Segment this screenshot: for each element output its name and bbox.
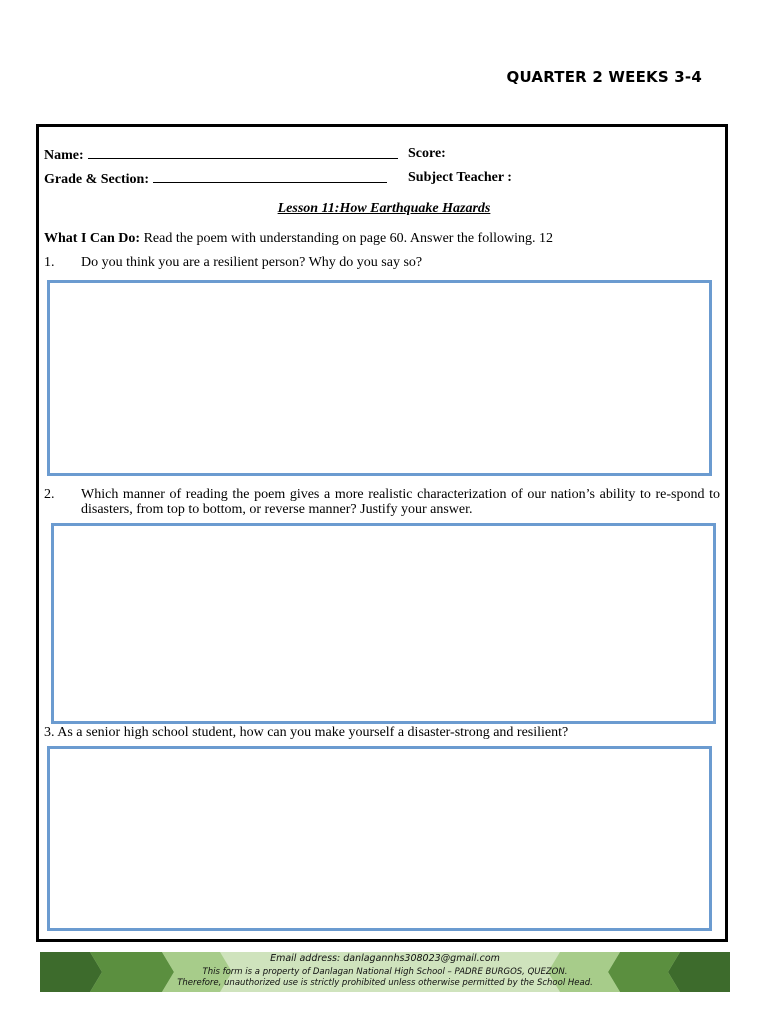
score-label: Score:	[408, 146, 446, 161]
subject-teacher-label: Subject Teacher :	[408, 170, 512, 185]
lesson-title: Lesson 11:How Earthquake Hazards	[277, 201, 491, 216]
question-3-number: 3.	[44, 725, 55, 740]
footer-usage-note: Therefore, unauthorized use is strictly prohibited unless otherwise permitted by the School Head.	[177, 978, 593, 988]
instructions-lead: What I Can Do:	[44, 231, 141, 246]
name-input-line[interactable]	[88, 146, 398, 159]
worksheet-frame	[36, 124, 728, 942]
grade-section-input-line[interactable]	[153, 170, 387, 183]
instructions-text: Read the poem with understanding on page 60. Answer the following. 12	[140, 231, 554, 246]
footer-band	[40, 952, 730, 992]
grade-section-field[interactable]	[44, 170, 387, 188]
name-label: Name:	[44, 148, 84, 163]
question-1-text: Do you think you are a resilient person? Why do you say so?	[81, 255, 423, 270]
quarter-heading: QUARTER 2 WEEKS 3-4	[506, 68, 702, 86]
grade-section-label: Grade & Section:	[44, 172, 149, 187]
question-2-text: Which manner of reading the poem gives a more realistic characterization of our nation’s ability to re-spond to disasters, from top to bottom, or reverse manner? Justify your answer.	[81, 487, 720, 517]
question-2-number: 2.	[44, 487, 55, 502]
question-3-text: As a senior high school student, how can you make yourself a disaster-strong and resilient?	[57, 725, 569, 740]
footer-email: Email address: danlagannhs308023@gmail.com	[270, 953, 500, 964]
name-field[interactable]	[44, 146, 398, 164]
answer-box-1[interactable]	[47, 280, 712, 476]
instructions	[44, 231, 553, 247]
question-3	[44, 725, 704, 740]
question-1-number: 1.	[44, 255, 55, 270]
question-1	[44, 255, 704, 270]
answer-box-2[interactable]	[51, 523, 716, 724]
question-2	[44, 487, 720, 517]
answer-box-3[interactable]	[47, 746, 712, 931]
footer-ownership-note: This form is a property of Danlagan National High School – PADRE BURGOS, QUEZON.	[202, 967, 568, 977]
